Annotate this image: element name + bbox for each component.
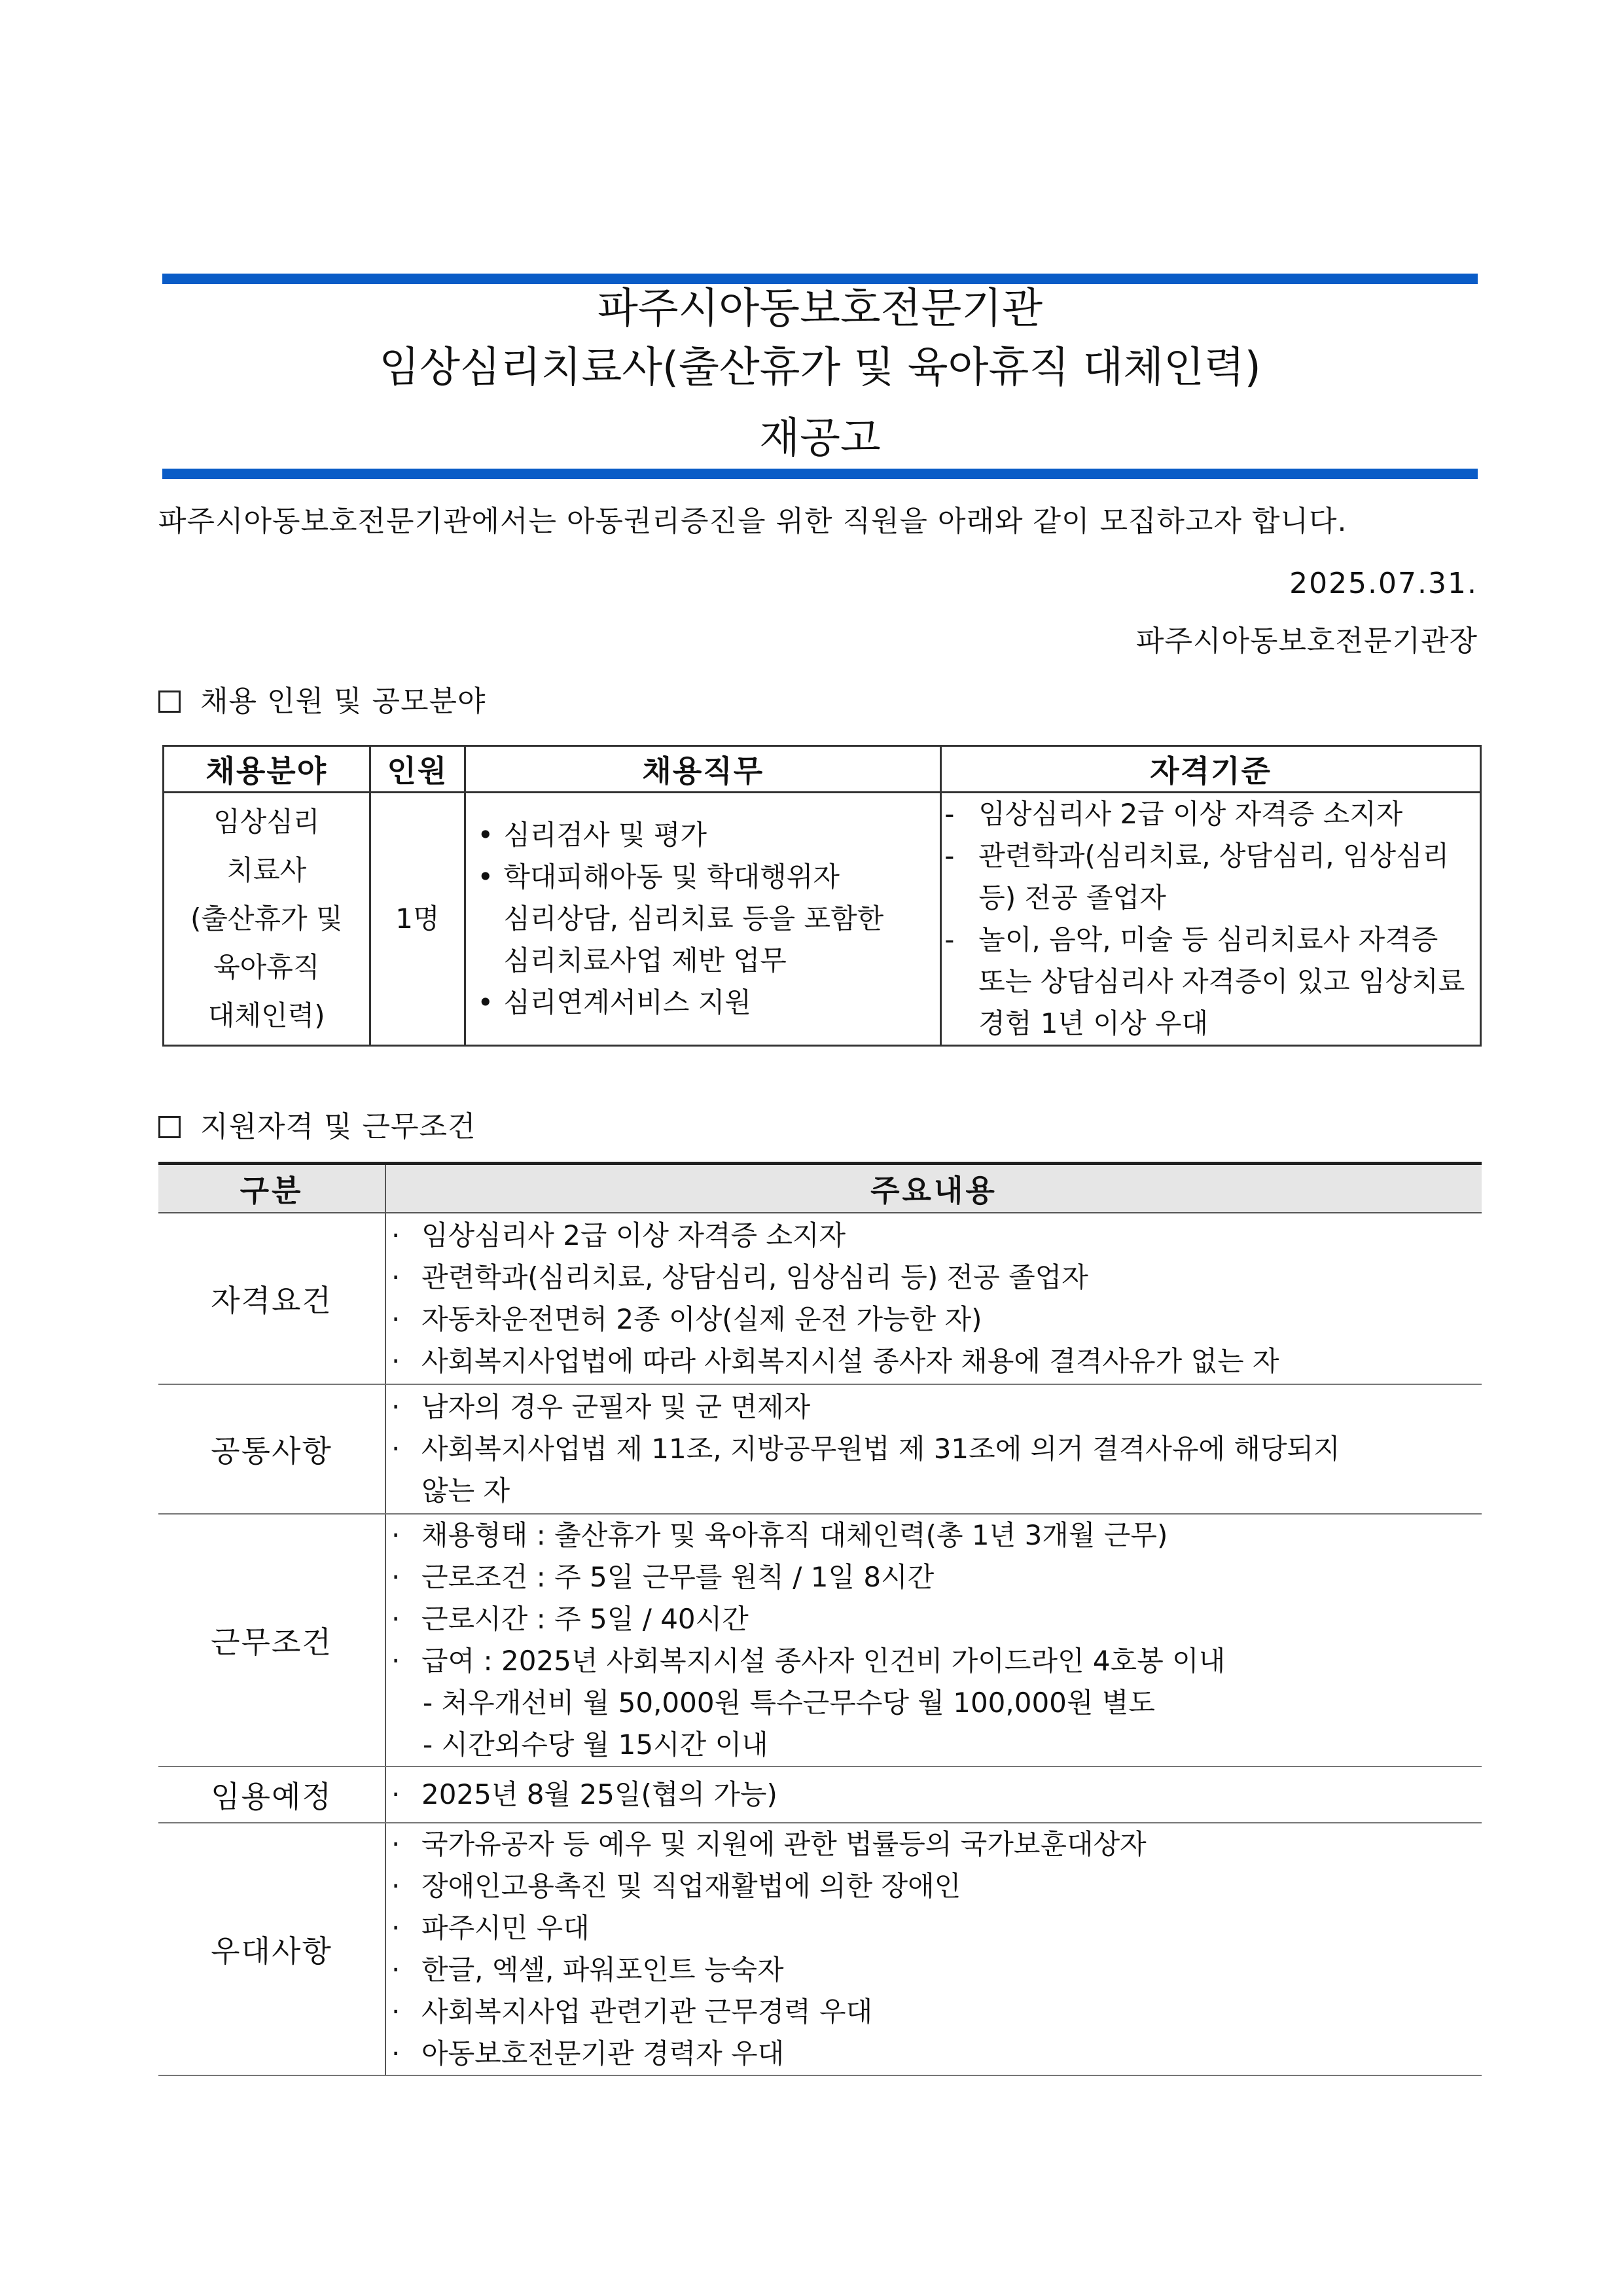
field-line: (출산휴가 및	[190, 903, 343, 935]
title-bottom-rule	[162, 469, 1478, 479]
table-header: 인원	[370, 746, 465, 793]
qualification-line: - 놀이, 음악, 미술 등 심리치료사 자격증	[944, 924, 1438, 956]
qualification-cell	[941, 793, 1481, 1046]
field-line: 대체인력)	[207, 999, 325, 1031]
category-cell: 근무조건	[158, 1514, 385, 1767]
table-header: 구분	[158, 1164, 385, 1213]
content-line: · 한글, 엑셀, 파워포인트 능숙자	[391, 1954, 784, 1986]
table-header: 채용분야	[164, 746, 370, 793]
issuing-organization: 파주시아동보호전문기관장	[1135, 624, 1478, 658]
content-line: · 사회복지사업 관련기관 근무경력 우대	[391, 1996, 873, 2028]
duty-item: • 심리검사 및 평가	[477, 819, 707, 851]
qualification-line: - 관련학과(심리치료, 상담심리, 임상심리	[944, 840, 1450, 872]
content-line: · 장애인고용촉진 및 직업재활법에 의한 장애인	[391, 1870, 961, 1902]
intro-text: 파주시아동보호전문기관에서는 아동권리증진을 위한 직원을 아래와 같이 모집하고자 합니다.	[158, 505, 1347, 538]
content-line: · 사회복지사업법에 따라 사회복지시설 종사자 채용에 결격사유가 없는 자	[391, 1345, 1279, 1377]
section-heading-text: 지원자격 및 근무조건	[200, 1110, 476, 1143]
checkbox-square-icon	[158, 691, 181, 713]
content-cell	[385, 1514, 1482, 1767]
qualification-line: 등) 전공 졸업자	[978, 882, 1166, 914]
content-line: · 아동보호전문기관 경력자 우대	[391, 2037, 785, 2070]
duty-item: • 학대피해아동 및 학대행위자 심리상담, 심리치료 등을 포함한 심리치료사업 제반 업무	[477, 861, 884, 977]
field-line: 임상심리	[213, 806, 320, 838]
checkbox-square-icon	[158, 1116, 181, 1138]
content-line: · 2025년 8월 25일(협의 가능)	[391, 1778, 777, 1810]
title-organization: 파주시아동보호전문기관	[597, 285, 1043, 333]
title-position: 임상심리치료사(출산휴가 및 육아휴직 대체인력)	[379, 344, 1261, 392]
table-header: 채용직무	[465, 746, 941, 793]
content-line: · 급여 : 2025년 사회복지시설 종사자 인건비 가이드라인 4호봉 이내	[391, 1645, 1226, 1677]
conditions-table	[158, 1162, 1482, 2076]
content-line: · 관련학과(심리치료, 상담심리, 임상심리 등) 전공 졸업자	[391, 1261, 1088, 1293]
duty-item: • 심리연계서비스 지원	[477, 986, 751, 1018]
content-line: · 국가유공자 등 예우 및 지원에 관한 법률등의 국가보훈대상자	[391, 1828, 1147, 1860]
content-line: · 남자의 경우 군필자 및 군 면제자	[391, 1391, 811, 1423]
section-heading-recruitment	[158, 681, 486, 723]
notice-date: 2025.07.31.	[1289, 567, 1478, 600]
section-heading-text: 채용 인원 및 공모분야	[200, 685, 486, 718]
recruit-field-cell	[164, 793, 370, 1046]
category-cell: 자격요건	[158, 1213, 385, 1384]
category-cell: 우대사항	[158, 1823, 385, 2075]
content-line: 않는 자	[421, 1475, 510, 1507]
content-cell	[385, 1213, 1482, 1384]
recruitment-table	[162, 745, 1482, 1047]
title-notice-type: 재공고	[759, 414, 881, 463]
qualification-line: 또는 상담심리사 자격증이 있고 임상치료	[978, 965, 1465, 997]
content-cell	[385, 1384, 1482, 1514]
table-header: 자격기준	[941, 746, 1481, 793]
headcount-cell: 1명	[370, 793, 465, 1046]
field-line: 육아휴직	[213, 951, 320, 983]
table-header: 주요내용	[385, 1164, 1482, 1213]
content-line: · 근로조건 : 주 5일 근무를 원칙 / 1일 8시간	[391, 1561, 935, 1593]
category-cell: 임용예정	[158, 1767, 385, 1823]
content-cell	[385, 1823, 1482, 2075]
section-heading-conditions	[158, 1106, 476, 1148]
content-line: · 임상심리사 2급 이상 자격증 소지자	[391, 1219, 846, 1251]
qualification-line: - 임상심리사 2급 이상 자격증 소지자	[944, 798, 1403, 830]
content-subline: - 시간외수당 월 15시간 이내	[423, 1729, 768, 1761]
content-cell	[385, 1767, 1482, 1823]
content-line: · 채용형태 : 출산휴가 및 육아휴직 대체인력(총 1년 3개월 근무)	[391, 1519, 1168, 1551]
content-line: · 사회복지사업법 제 11조, 지방공무원법 제 31조에 의거 결격사유에 해당되지	[391, 1433, 1340, 1465]
content-line: · 자동차운전면허 2종 이상(실제 운전 가능한 자)	[391, 1303, 982, 1335]
qualification-line: 경험 1년 이상 우대	[978, 1007, 1209, 1039]
content-line: · 근로시간 : 주 5일 / 40시간	[391, 1603, 749, 1635]
duties-cell	[465, 793, 941, 1046]
category-cell: 공통사항	[158, 1384, 385, 1514]
content-line: · 파주시민 우대	[391, 1912, 590, 1944]
field-line: 치료사	[226, 854, 307, 886]
content-subline: - 처우개선비 월 50,000원 특수근무수당 월 100,000원 별도	[423, 1687, 1155, 1719]
